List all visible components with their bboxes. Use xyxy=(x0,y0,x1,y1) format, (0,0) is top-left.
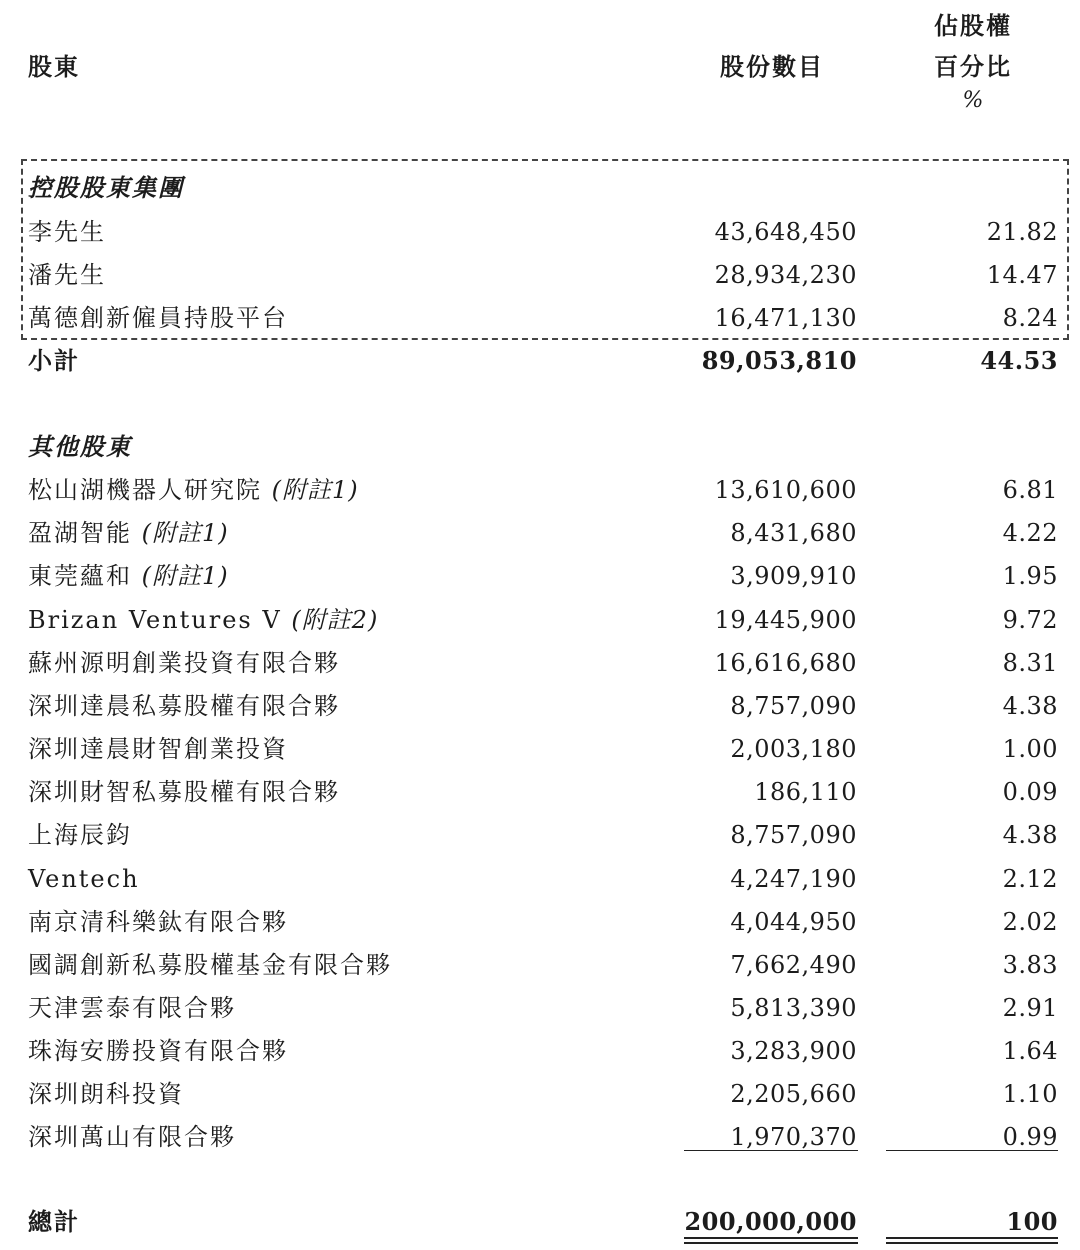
share-count: 7,662,490 xyxy=(730,951,857,979)
share-count: 1,970,370 xyxy=(730,1123,857,1151)
table-row xyxy=(0,1117,1080,1157)
share-percentage: 1.64 xyxy=(1002,1037,1058,1065)
share-count: 28,934,230 xyxy=(714,261,857,289)
share-percentage: 9.72 xyxy=(1002,606,1058,634)
subtotal-row xyxy=(0,341,1080,381)
total-row xyxy=(0,1202,1080,1242)
table-row xyxy=(0,686,1080,726)
pct-total-underline-1 xyxy=(886,1237,1058,1239)
table-row xyxy=(0,945,1080,985)
table-row xyxy=(0,600,1080,640)
share-percentage: 0.09 xyxy=(1002,778,1058,806)
shareholder-name: 上海辰鈞 xyxy=(28,821,132,849)
subtotal-label: 小計 xyxy=(28,346,80,375)
shares-sum-rule xyxy=(684,1150,858,1151)
header-pct-unit: % xyxy=(962,88,984,113)
shareholder-name xyxy=(28,556,229,596)
shareholder-name xyxy=(28,600,378,640)
share-count: 4,247,190 xyxy=(730,865,857,893)
total-percentage: 100 xyxy=(1006,1207,1058,1236)
header-pct-line2: 百分比 xyxy=(934,52,1012,81)
shareholder-name: Ventech xyxy=(28,865,140,893)
table-row xyxy=(0,772,1080,812)
shareholder-name-text: 盈湖智能 xyxy=(28,519,132,547)
pct-total-underline-2 xyxy=(886,1242,1058,1244)
share-count: 5,813,390 xyxy=(730,994,857,1022)
table-row xyxy=(0,556,1080,596)
header-shareholder: 股東 xyxy=(28,52,80,81)
shares-total-underline-2 xyxy=(684,1242,858,1244)
other-shareholders-title-row xyxy=(0,427,1080,467)
share-count: 16,471,130 xyxy=(714,304,857,332)
table-row xyxy=(0,1031,1080,1071)
share-count: 3,283,900 xyxy=(730,1037,857,1065)
controlling-group-title-row xyxy=(0,168,1080,208)
shareholder-name: 深圳萬山有限合夥 xyxy=(28,1123,236,1151)
share-count: 8,757,090 xyxy=(730,821,857,849)
share-percentage: 3.83 xyxy=(1002,951,1058,979)
share-percentage: 0.99 xyxy=(1002,1123,1058,1151)
shareholder-name: 潘先生 xyxy=(28,261,106,289)
share-count: 8,757,090 xyxy=(730,692,857,720)
shareholder-name: 天津雲泰有限合夥 xyxy=(28,994,236,1022)
share-count: 8,431,680 xyxy=(730,519,857,547)
share-count: 43,648,450 xyxy=(714,218,857,246)
share-percentage: 14.47 xyxy=(986,261,1058,289)
share-count: 3,909,910 xyxy=(730,562,857,590)
share-count: 13,610,600 xyxy=(714,476,857,504)
shareholder-name: 南京清科樂鈦有限合夥 xyxy=(28,908,288,936)
shareholder-name: 深圳財智私募股權有限合夥 xyxy=(28,778,340,806)
shares-total-underline-1 xyxy=(684,1237,858,1239)
share-percentage: 4.38 xyxy=(1002,821,1058,849)
share-percentage: 4.22 xyxy=(1002,519,1058,547)
share-percentage: 1.10 xyxy=(1002,1080,1058,1108)
share-percentage: 1.95 xyxy=(1002,562,1058,590)
footnote-ref: (附註2) xyxy=(291,606,379,634)
header-shares: 股份數目 xyxy=(720,52,824,81)
table-row xyxy=(0,729,1080,769)
footnote-ref: (附註1) xyxy=(141,562,229,590)
table-row xyxy=(0,470,1080,510)
table-row xyxy=(0,902,1080,942)
subtotal-shares: 89,053,810 xyxy=(701,346,857,375)
total-shares: 200,000,000 xyxy=(684,1207,857,1236)
share-percentage: 4.38 xyxy=(1002,692,1058,720)
shareholder-name: 萬德創新僱員持股平台 xyxy=(28,304,288,332)
shareholder-name xyxy=(28,513,229,553)
share-count: 4,044,950 xyxy=(730,908,857,936)
share-count: 186,110 xyxy=(754,778,857,806)
table-row xyxy=(0,255,1080,295)
shareholder-name-text: Brizan Ventures V xyxy=(28,606,282,634)
total-label: 總計 xyxy=(28,1207,80,1236)
subtotal-percentage: 44.53 xyxy=(980,346,1058,375)
shareholder-name: 深圳朗科投資 xyxy=(28,1080,184,1108)
share-percentage: 2.02 xyxy=(1002,908,1058,936)
shareholder-name-text: 東莞蘊和 xyxy=(28,562,132,590)
shareholder-name: 珠海安勝投資有限合夥 xyxy=(28,1037,288,1065)
share-percentage: 8.31 xyxy=(1002,649,1058,677)
shareholder-name-text: 松山湖機器人研究院 xyxy=(28,476,262,504)
share-count: 2,003,180 xyxy=(730,735,857,763)
header-pct-line1: 佔股權 xyxy=(934,11,1012,40)
share-percentage: 8.24 xyxy=(1002,304,1058,332)
controlling-group-title: 控股股東集團 xyxy=(28,173,184,202)
share-percentage: 6.81 xyxy=(1002,476,1058,504)
shareholder-name xyxy=(28,470,359,510)
share-count: 16,616,680 xyxy=(714,649,857,677)
shareholder-name: 深圳達晨私募股權有限合夥 xyxy=(28,692,340,720)
table-row xyxy=(0,298,1080,338)
share-count: 19,445,900 xyxy=(714,606,857,634)
share-percentage: 1.00 xyxy=(1002,735,1058,763)
table-row xyxy=(0,815,1080,855)
footnote-ref: (附註1) xyxy=(271,476,359,504)
table-row xyxy=(0,859,1080,899)
table-row xyxy=(0,513,1080,553)
share-percentage: 21.82 xyxy=(986,218,1058,246)
share-percentage: 2.91 xyxy=(1002,994,1058,1022)
shareholder-name: 國調創新私募股權基金有限合夥 xyxy=(28,951,392,979)
table-row xyxy=(0,1074,1080,1114)
table-row xyxy=(0,988,1080,1028)
shareholder-name: 蘇州源明創業投資有限合夥 xyxy=(28,649,340,677)
shareholder-name: 深圳達晨財智創業投資 xyxy=(28,735,288,763)
other-shareholders-title: 其他股東 xyxy=(28,432,132,461)
table-row xyxy=(0,212,1080,252)
share-percentage: 2.12 xyxy=(1002,865,1058,893)
footnote-ref: (附註1) xyxy=(141,519,229,547)
table-row xyxy=(0,643,1080,683)
share-count: 2,205,660 xyxy=(730,1080,857,1108)
pct-sum-rule xyxy=(886,1150,1058,1151)
shareholder-name: 李先生 xyxy=(28,218,106,246)
